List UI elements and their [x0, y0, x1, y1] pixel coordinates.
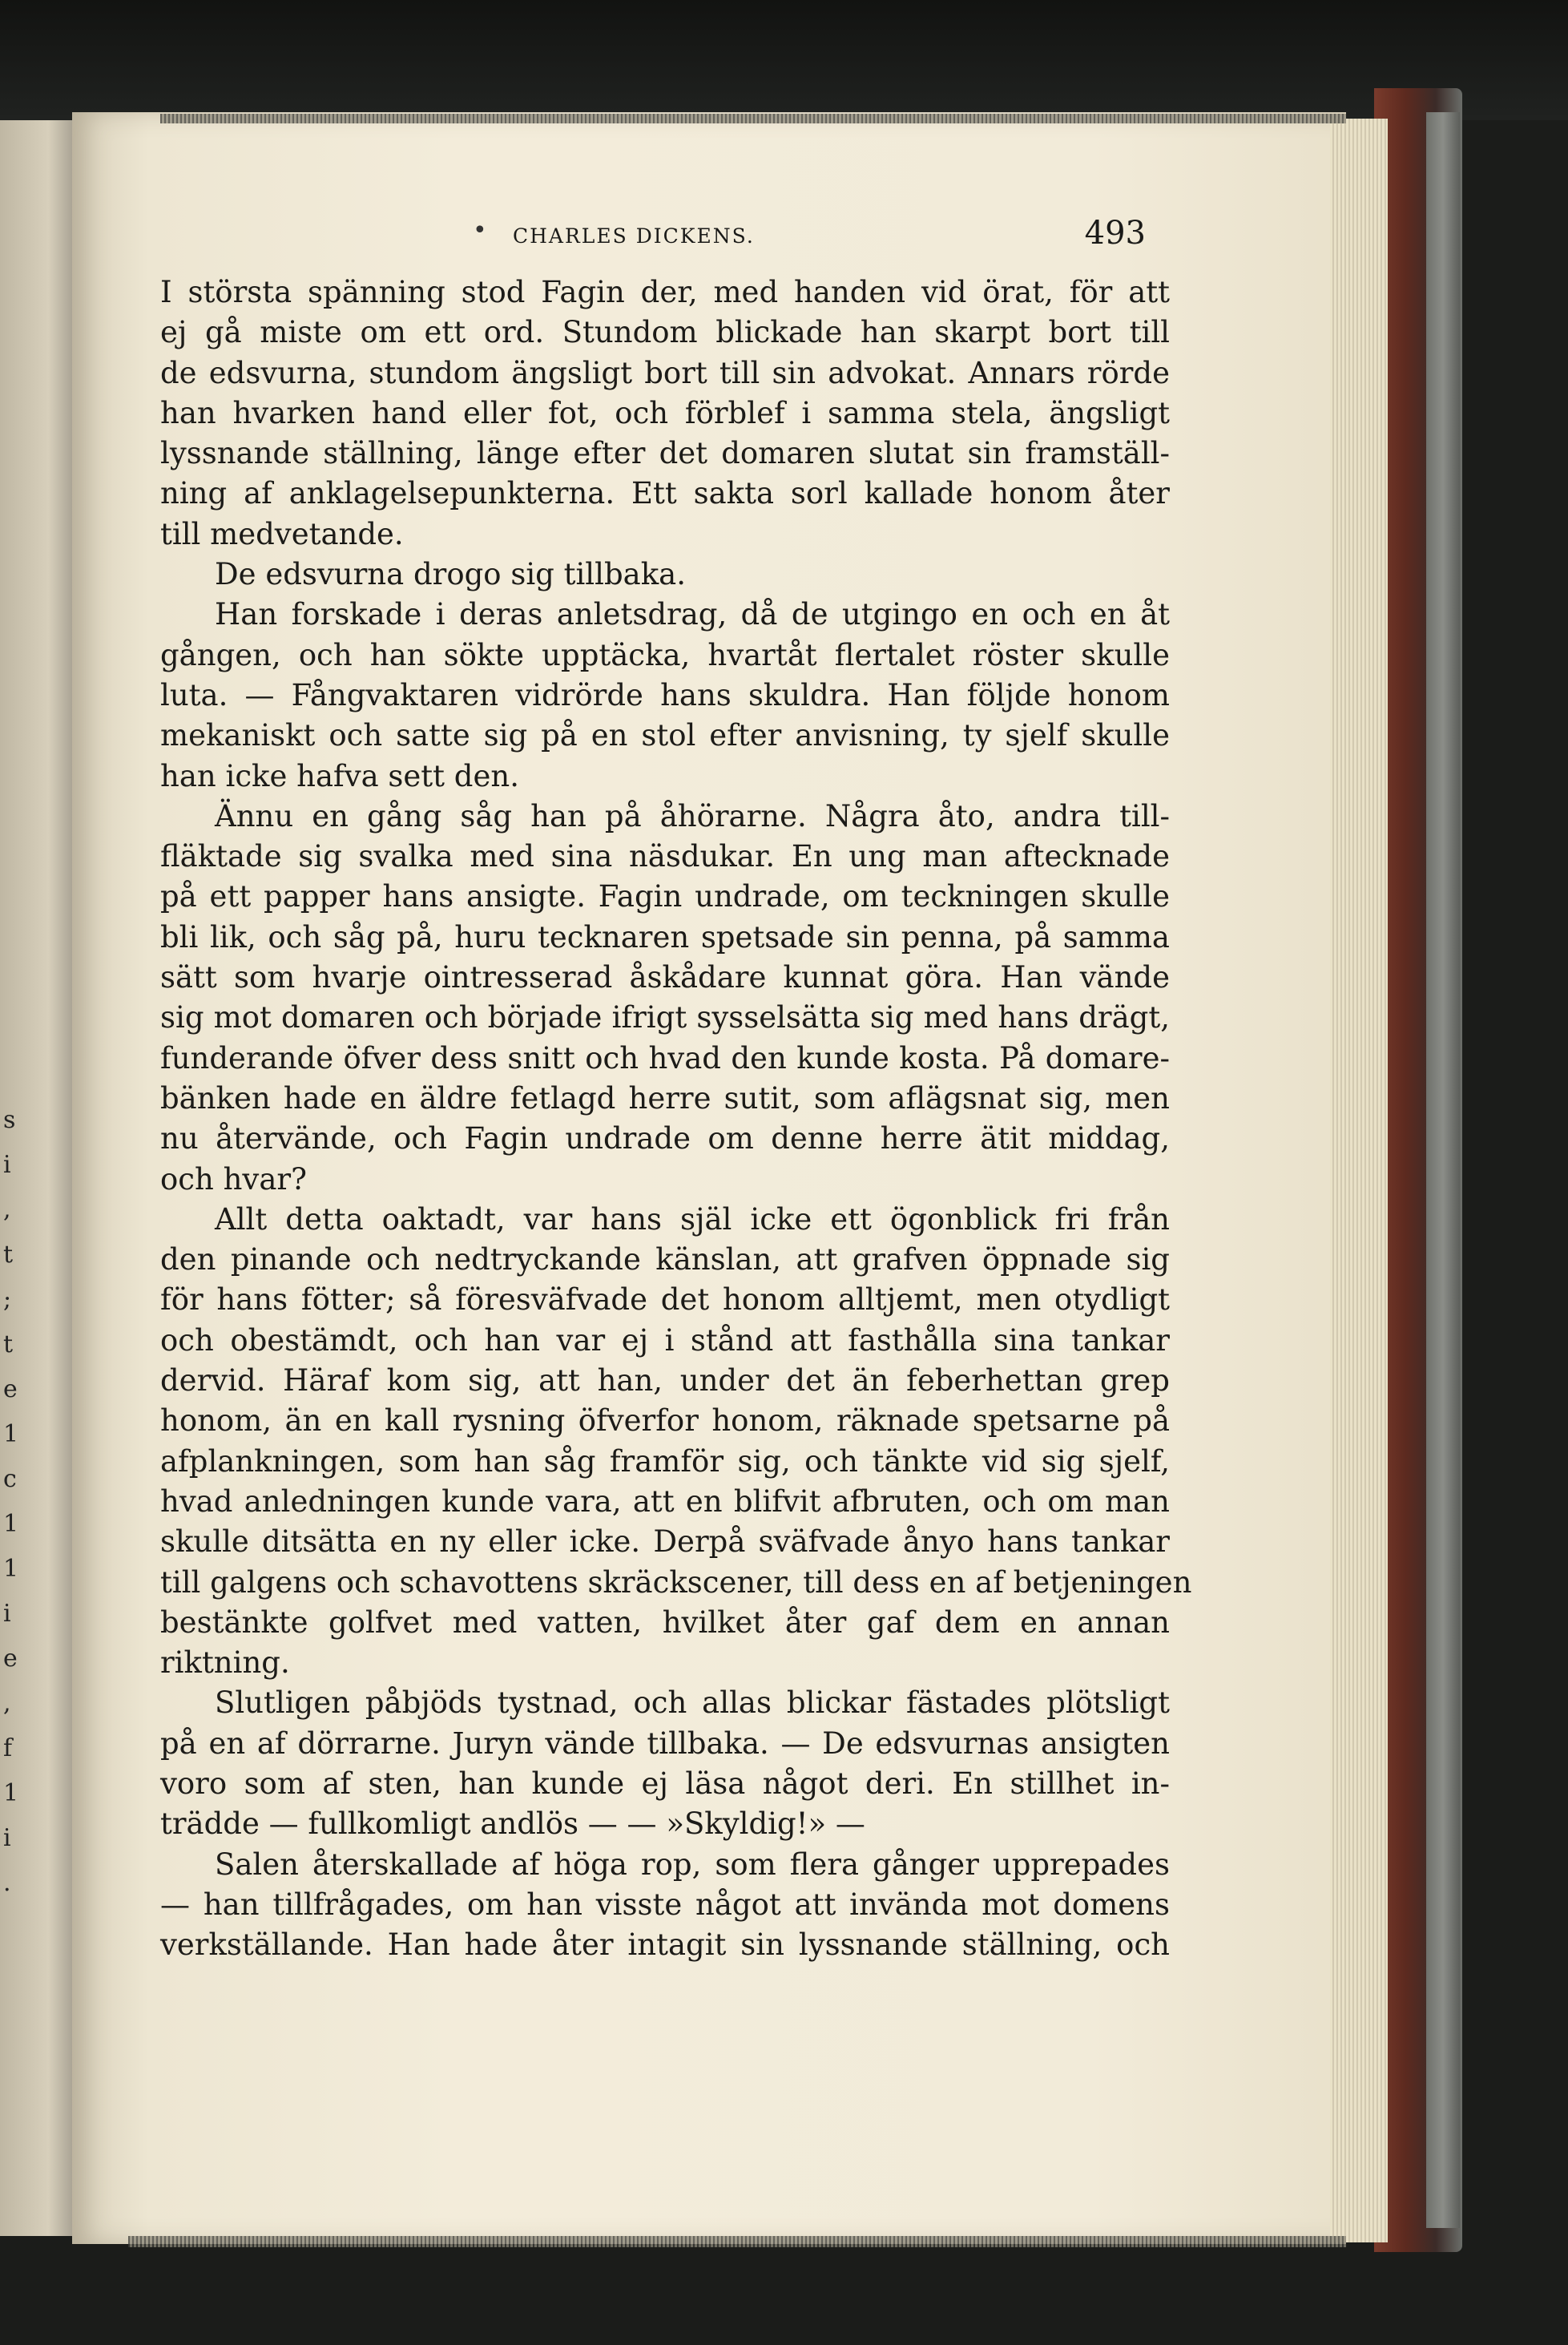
text-line: och hvar?	[160, 1161, 307, 1197]
margin-letter: 1	[3, 1779, 19, 1807]
margin-letter: f	[3, 1734, 13, 1762]
margin-letter: 1	[3, 1510, 19, 1538]
text-line: den pinande och nedtryckande känslan, att grafven öppnade sig	[160, 1242, 1170, 1277]
margin-letter: t	[3, 1241, 14, 1269]
text-line: han icke hafva sett den.	[160, 758, 519, 793]
text-line: Ännu en gång såg han på åhörarne. Några åto, andra till-	[215, 798, 1170, 833]
text-line: trädde — fullkomligt andlös — — »Skyldig!» —	[160, 1806, 865, 1842]
text-line: ning af anklagelsepunkterna. Ett sakta sorl kallade honom åter	[160, 476, 1170, 511]
text-line: bestänkte golfvet med vatten, hvilket åter gaf dem en annan	[160, 1604, 1170, 1640]
text-line: till galgens och schavottens skräckscener, till dess en af betjeningen	[160, 1564, 1192, 1600]
page-header	[160, 215, 1146, 255]
text-line: skulle ditsätta en ny eller icke. Derpå sväfvade ånyo hans tankar	[160, 1524, 1170, 1560]
text-line: bänken hade en äldre fetlagd herre sutit, som aflägsnat sig, men	[160, 1080, 1170, 1116]
header-dot: •	[473, 216, 487, 244]
text-line: de edsvurna, stundom ängsligt bort till sin advokat. Annars rörde	[160, 355, 1170, 390]
text-line: och obestämdt, och han var ej i stånd att fasthålla sina tankar	[160, 1322, 1170, 1358]
page-edges	[1330, 119, 1388, 2242]
text-line: funderande öfver dess snitt och hvad den kunde kosta. På domare-	[160, 1040, 1170, 1076]
text-line: mekaniskt och satte sig på en stol efter anvisning, ty sjelf skulle	[160, 718, 1170, 753]
text-line: han hvarken hand eller fot, och förblef i samma stela, ängsligt	[160, 395, 1170, 430]
margin-letter: e	[3, 1375, 18, 1403]
text-line: Han forskade i deras anletsdrag, då de utgingo en och en åt	[215, 597, 1170, 632]
margin-letter: .	[3, 1869, 11, 1897]
text-line: Salen återskallade af höga rop, som flera gånger upprepades	[215, 1847, 1170, 1882]
text-line: Slutligen påbjöds tystnad, och allas blickar fästades plötsligt	[215, 1685, 1170, 1721]
text-line: sig mot domaren och började ifrigt sysselsätta sig med hans drägt,	[160, 1000, 1170, 1035]
text-line: riktning.	[160, 1645, 290, 1681]
text-line: bli lik, och såg på, huru tecknaren spetsade sin penna, på samma	[160, 919, 1170, 955]
text-line: afplankningen, som han såg framför sig, och tänkte vid sig sjelf,	[160, 1443, 1170, 1479]
text-line: nu återvände, och Fagin undrade om denne herre ätit middag,	[160, 1121, 1170, 1156]
dark-background	[0, 0, 1568, 120]
text-line: till medvetande.	[160, 516, 404, 551]
text-line: ej gå miste om ett ord. Stundom blickade han skarpt bort till	[160, 315, 1170, 350]
top-edge-shadow	[160, 114, 1346, 123]
running-head: CHARLES DICKENS.	[513, 224, 755, 248]
text-line: lyssnande ställning, länge efter det domaren slutat sin framställ-	[160, 436, 1170, 471]
margin-letter: i	[3, 1600, 11, 1628]
facing-page-letters	[3, 1098, 19, 2140]
text-line: gången, och han sökte upptäcka, hvartåt flertalet röster skulle	[160, 637, 1170, 672]
text-line: luta. — Fångvaktaren vidrörde hans skuldra. Han följde honom	[160, 677, 1170, 712]
text-line: Allt detta oaktadt, var hans själ icke ett ögonblick fri från	[215, 1201, 1170, 1237]
text-line: — han tillfrågades, om han visste något att invända mot domens	[160, 1887, 1170, 1922]
margin-letter: ,	[3, 1689, 11, 1717]
margin-letter: c	[3, 1465, 17, 1493]
cover-spine-strip	[1426, 112, 1460, 2228]
bottom-edge-shadow	[128, 2236, 1346, 2247]
margin-letter: 1	[3, 1420, 19, 1448]
margin-letter: i	[3, 1824, 11, 1852]
text-line: hvad anledningen kunde vara, att en blifvit afbruten, och om man	[160, 1483, 1170, 1519]
margin-letter: s	[3, 1106, 16, 1134]
text-line: på ett papper hans ansigte. Fagin undrade, om teckningen skulle	[160, 879, 1170, 914]
margin-letter: i	[3, 1151, 11, 1179]
margin-letter: t	[3, 1330, 14, 1358]
text-line: De edsvurna drogo sig tillbaka.	[215, 557, 686, 592]
text-line: för hans fötter; så föresväfvade det honom alltjemt, men otydligt	[160, 1282, 1170, 1318]
text-line: I största spänning stod Fagin der, med handen vid örat, för att	[160, 275, 1170, 309]
text-line: sätt som hvarje ointresserad åskådare kunnat göra. Han vände	[160, 960, 1170, 995]
margin-letter: 1	[3, 1555, 19, 1583]
text-line: fläktade sig svalka med sina näsdukar. En ung man aftecknade	[160, 839, 1170, 874]
text-line: voro som af sten, han kunde ej läsa något deri. En stillhet in-	[160, 1766, 1170, 1801]
text-line: verkställande. Han hade åter intagit sin lyssnande ställning, och	[160, 1927, 1170, 1963]
margin-letter: ;	[3, 1286, 12, 1314]
margin-letter: e	[3, 1645, 18, 1673]
text-line: honom, än en kall rysning öfverfor honom, räknade spetsarne på	[160, 1403, 1170, 1439]
body-text	[160, 272, 1192, 1965]
text-line: på en af dörrarne. Juryn vände tillbaka. — De edsvurnas ansigten	[160, 1725, 1170, 1761]
page-number: 493	[1084, 215, 1146, 252]
margin-letter: ,	[3, 1196, 11, 1224]
text-line: dervid. Häraf kom sig, att han, under det än feberhettan grep	[160, 1363, 1170, 1399]
